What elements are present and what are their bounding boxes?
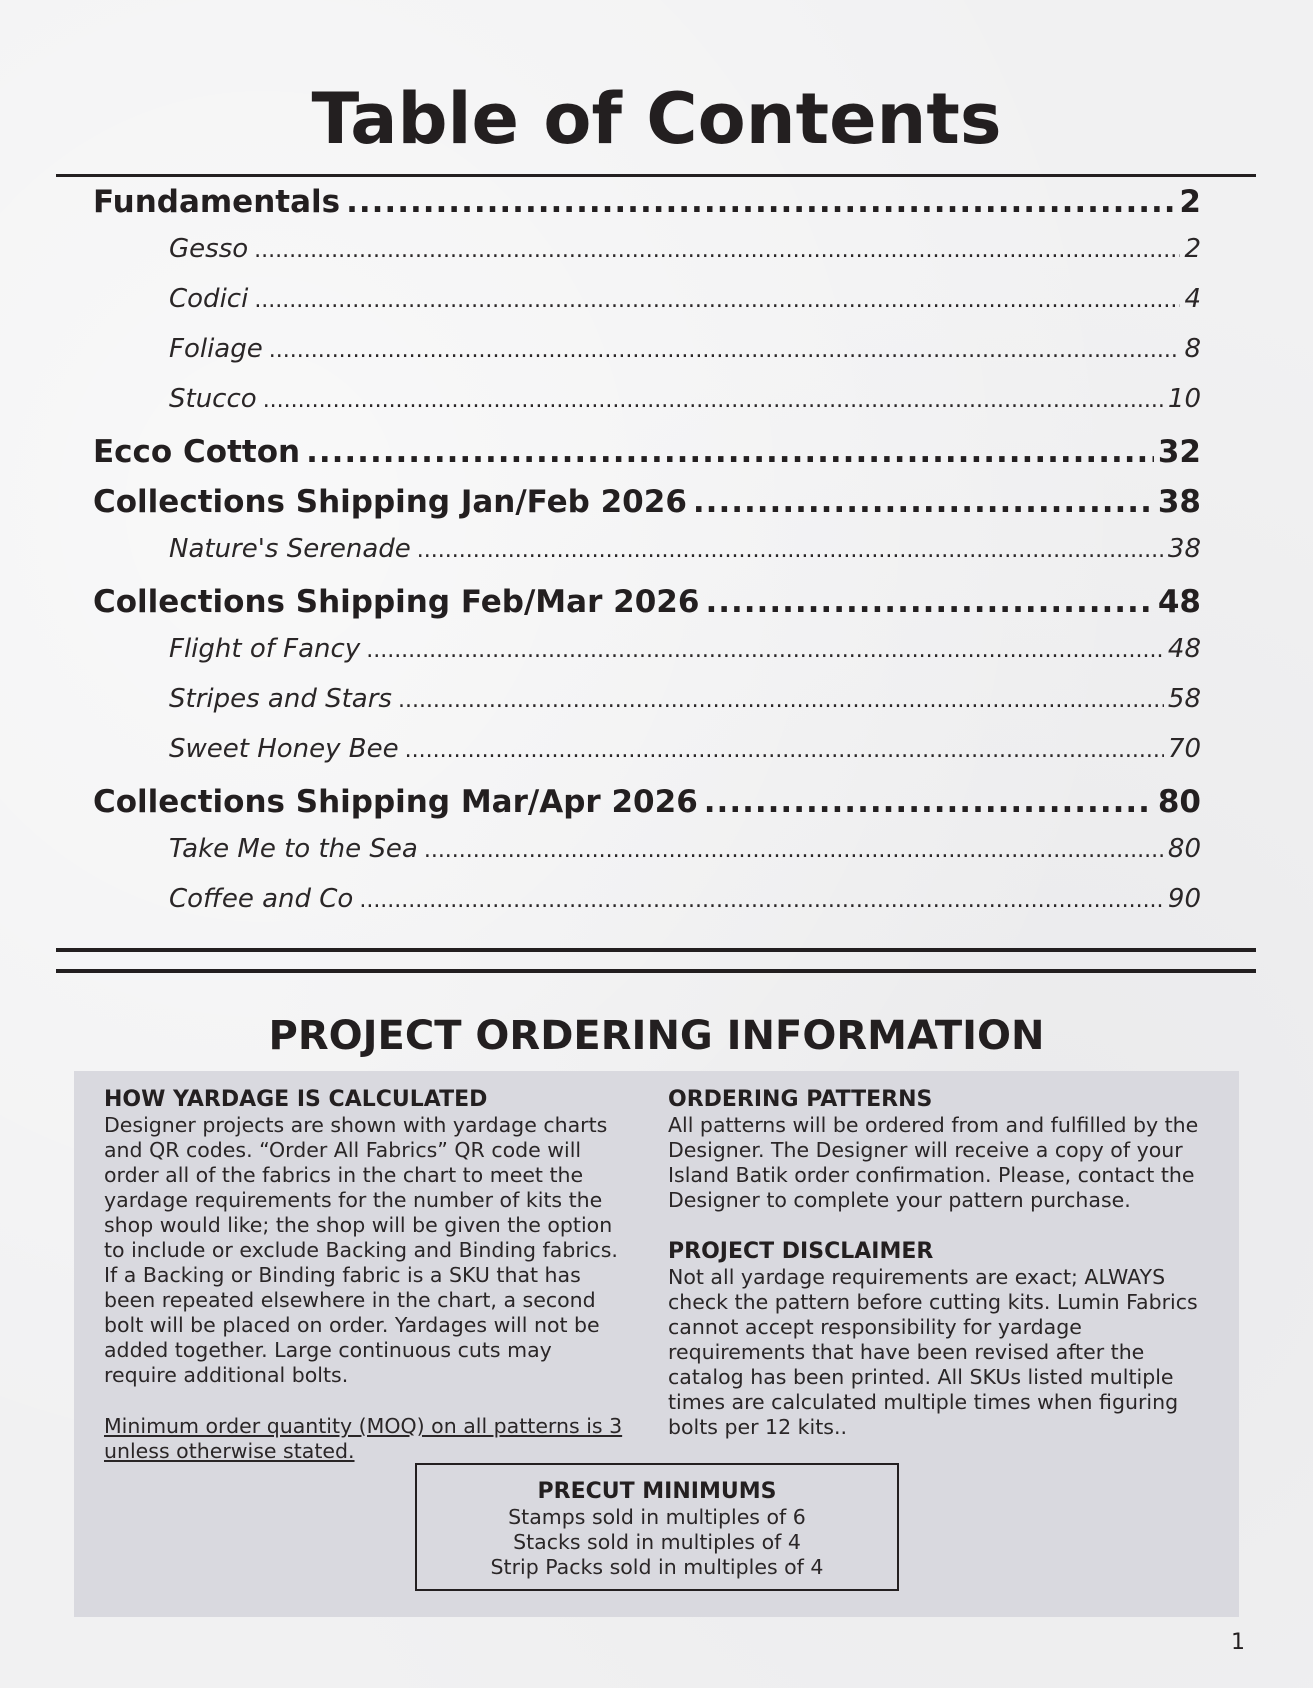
toc-entry-title: Nature's Serenade (169, 534, 411, 564)
toc-entry-page: 4 (1184, 284, 1201, 314)
toc-entry-title: Collections Shipping Feb/Mar 2026 (93, 584, 700, 620)
toc-subentry[interactable] (93, 834, 1201, 884)
dot-leader (263, 384, 1164, 414)
toc-entry-title: Fundamentals (93, 184, 341, 220)
precut-line: Stacks sold in multiples of 4 (513, 1530, 801, 1554)
page-number: 1 (1231, 1630, 1245, 1655)
toc-entry-page: 58 (1167, 684, 1201, 714)
toc-entry-title: Take Me to the Sea (169, 834, 418, 864)
toc-entry-page: 38 (1167, 534, 1201, 564)
toc-subentry[interactable] (93, 734, 1201, 784)
dot-leader (398, 684, 1164, 714)
disclaimer-body: Not all yardage requirements are exact; ALWAYS check the pattern before cutting kits. Lumin Fabrics cannot accept responsibility for yardage requirements that have been revised after the catalog has been printed. All SKUs listed multiple times are calculated multiple times when figuring bolts per 12 kits.. (668, 1265, 1198, 1439)
toc-subentry[interactable] (93, 334, 1201, 384)
yardage-column (104, 1087, 624, 1464)
toc-entry-page: 48 (1167, 634, 1201, 664)
dot-leader (254, 284, 1180, 314)
title-divider (56, 174, 1256, 177)
toc-subentry[interactable] (93, 534, 1201, 584)
dot-leader (269, 334, 1181, 364)
ordering-section-title: PROJECT ORDERING INFORMATION (268, 1013, 1045, 1059)
toc-entry[interactable] (93, 434, 1201, 484)
dot-leader (306, 434, 1154, 470)
toc-entry-title: Gesso (169, 234, 249, 264)
dot-leader (254, 234, 1180, 264)
toc-entry-title: Codici (169, 284, 249, 314)
toc-entry[interactable] (93, 484, 1201, 534)
dot-leader (417, 534, 1164, 564)
dot-leader (346, 184, 1175, 220)
patterns-heading: ORDERING PATTERNS (668, 1087, 933, 1112)
toc-subentry[interactable] (93, 634, 1201, 684)
section-divider-top (56, 948, 1256, 952)
yardage-heading: HOW YARDAGE IS CALCULATED (104, 1087, 488, 1112)
precut-line: Stamps sold in multiples of 6 (508, 1505, 806, 1529)
toc-entry-title: Stucco (169, 384, 257, 414)
toc-entry-page: 2 (1184, 234, 1201, 264)
toc-entry-title: Coffee and Co (169, 884, 354, 914)
toc-entry-title: Sweet Honey Bee (169, 734, 399, 764)
toc-entry-page: 90 (1167, 884, 1201, 914)
toc-entry-title: Collections Shipping Mar/Apr 2026 (93, 784, 698, 820)
toc-entry-page: 80 (1157, 784, 1201, 820)
toc-entry-page: 8 (1184, 334, 1201, 364)
dot-leader (405, 734, 1164, 764)
section-divider-bottom (56, 969, 1256, 973)
patterns-column (668, 1087, 1208, 1440)
toc-entry-page: 38 (1157, 484, 1201, 520)
ordering-info-panel (74, 1071, 1239, 1617)
toc-entry-title: Collections Shipping Jan/Feb 2026 (93, 484, 687, 520)
precut-heading: PRECUT MINIMUMS (537, 1479, 777, 1504)
toc-subentry[interactable] (93, 884, 1201, 934)
toc-entry-page: 10 (1167, 384, 1201, 414)
toc-list (93, 184, 1201, 934)
toc-entry-page: 70 (1167, 734, 1201, 764)
toc-entry-page: 2 (1179, 184, 1201, 220)
toc-subentry[interactable] (93, 234, 1201, 284)
patterns-body: All patterns will be ordered from and fulfilled by the Designer. The Designer will receive a copy of your Island Batik order confirmation. Please, contact the Designer to complete your pattern purchase. (668, 1113, 1199, 1212)
toc-entry-page: 48 (1157, 584, 1201, 620)
toc-entry-title: Foliage (169, 334, 263, 364)
toc-entry-title: Stripes and Stars (169, 684, 392, 714)
moq-note: Minimum order quantity (MOQ) on all patterns is 3 unless otherwise stated. (104, 1414, 623, 1463)
toc-entry-title: Ecco Cotton (93, 434, 301, 470)
dot-leader (359, 884, 1164, 914)
dot-leader (424, 834, 1164, 864)
dot-leader (366, 634, 1164, 664)
page-title: Table of Contents (311, 78, 1002, 160)
dot-leader (693, 484, 1154, 520)
precut-minimums-box (415, 1463, 899, 1591)
toc-entry[interactable] (93, 184, 1201, 234)
toc-subentry[interactable] (93, 684, 1201, 734)
toc-subentry[interactable] (93, 284, 1201, 334)
dot-leader (705, 584, 1153, 620)
precut-line: Strip Packs sold in multiples of 4 (490, 1555, 824, 1579)
disclaimer-heading: PROJECT DISCLAIMER (668, 1239, 934, 1264)
toc-subentry[interactable] (93, 384, 1201, 434)
toc-entry-page: 80 (1167, 834, 1201, 864)
toc-entry[interactable] (93, 584, 1201, 634)
toc-entry-title: Flight of Fancy (169, 634, 361, 664)
yardage-body: Designer projects are shown with yardage charts and QR codes. “Order All Fabrics” QR code will order all of the fabrics in the chart to meet the yardage requirements for the number of kits the shop would like; the shop will be given the option to include or exclude Backing and Binding fabrics. If a Backing or Binding fabric is a SKU that has been repeated elsewhere in the chart, a second bolt will be placed on order. Yardages will not be added together. Large continuous cuts may require additional bolts. (104, 1113, 618, 1387)
toc-entry-page: 32 (1157, 434, 1201, 470)
dot-leader (704, 784, 1154, 820)
toc-entry[interactable] (93, 784, 1201, 834)
